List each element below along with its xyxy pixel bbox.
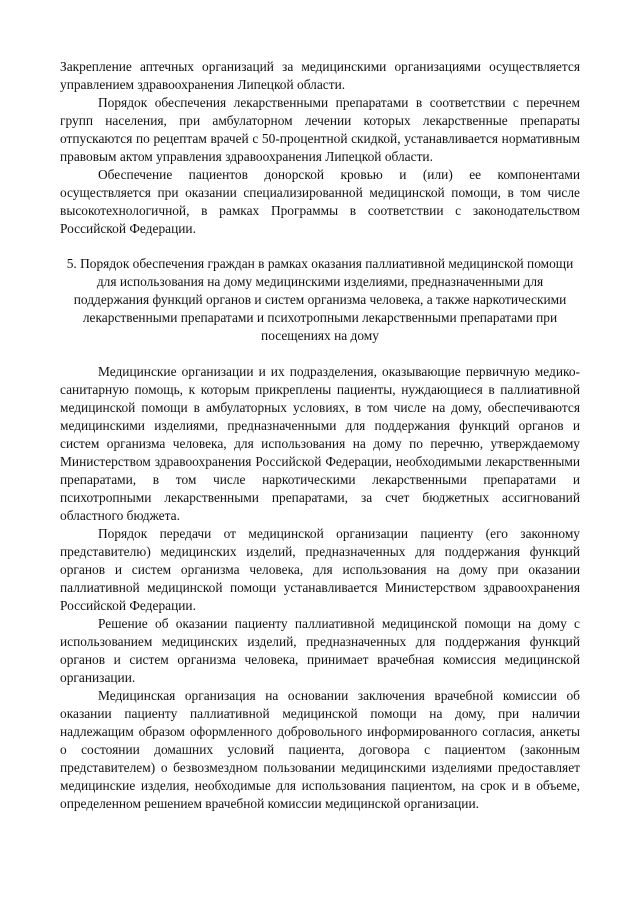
paragraph-provision-devices: Медицинская организация на основании заключения врачебной комиссии об оказании пациенту паллиативной медицинской помощи на дому, при наличии надлежащим образом оформленного добровольного информированного согласия, анкеты о состоянии домашних условий пациента, договора с пациентом (законным представителем) о безвозмездном пользовании медицинскими изделиями предоставляет медицинские изделия, необходимые для использования пациентом, на срок и в объеме, определенном решением врачебной комиссии медицинской организации.: [60, 688, 580, 811]
paragraph-discount-drugs: Порядок обеспечения лекарственными препаратами в соответствии с перечнем групп населения, при амбулаторном лечении которых лекарственные препараты отпускаются по рецептам врачей с 50-процентной скидкой, устанавливается нормативным правовым актом управления здравоохранения Липецкой области.: [60, 95, 580, 164]
document-page: [60, 58, 580, 813]
paragraph-commission-decision: Решение об оказании пациенту паллиативной медицинской помощи на дому с использованием медицинских изделий, предназначенных для поддержания функций органов и систем организма человека, принимает врачебная комиссия медицинской организации.: [60, 616, 580, 685]
paragraph-donor-blood: Обеспечение пациентов донорской кровью и (или) ее компонентами осуществляется при оказании специализированной медицинской помощи, в том числе высокотехнологичной, в рамках Программы в соответствии с законодательством Российской Федерации.: [60, 167, 580, 236]
paragraph-medical-organizations: Медицинские организации и их подразделения, оказывающие первичную медико-санитарную помощь, к которым прикреплены пациенты, нуждающиеся в паллиативной медицинской помощи в амбулаторных условиях, в том числе на дому, обеспечиваются медицинскими изделиями, предназначенными для поддержания функций органов и систем организма человека, для использования на дому по перечню, утверждаемому Министерством здравоохранения Российской Федерации, необходимыми лекарственными препаратами, в том числе наркотическими лекарственными препаратами и психотропными лекарственными препаратами, за счет бюджетных ассигнований областного бюджета.: [60, 364, 580, 523]
paragraph-transfer-procedure: Порядок передачи от медицинской организации пациенту (его законному представителю) медицинских изделий, предназначенных для поддержания функций органов и систем организма человека, для использования на дому при оказании паллиативной медицинской помощи устанавливается Министерством здравоохранения Российской Федерации.: [60, 526, 580, 613]
paragraph-pharmacy-assignment: Закрепление аптечных организаций за медицинскими организациями осуществляется управлением здравоохранения Липецкой области.: [60, 59, 580, 92]
section-heading: 5. Порядок обеспечения граждан в рамках оказания паллиативной медицинской помощи для использования на дому медицинскими изделиями, предназначенными для поддержания функций органов и систем организма человека, а также наркотическими лекарственными препаратами и психотропными лекарственными препаратами при посещениях на дому: [66, 256, 574, 343]
